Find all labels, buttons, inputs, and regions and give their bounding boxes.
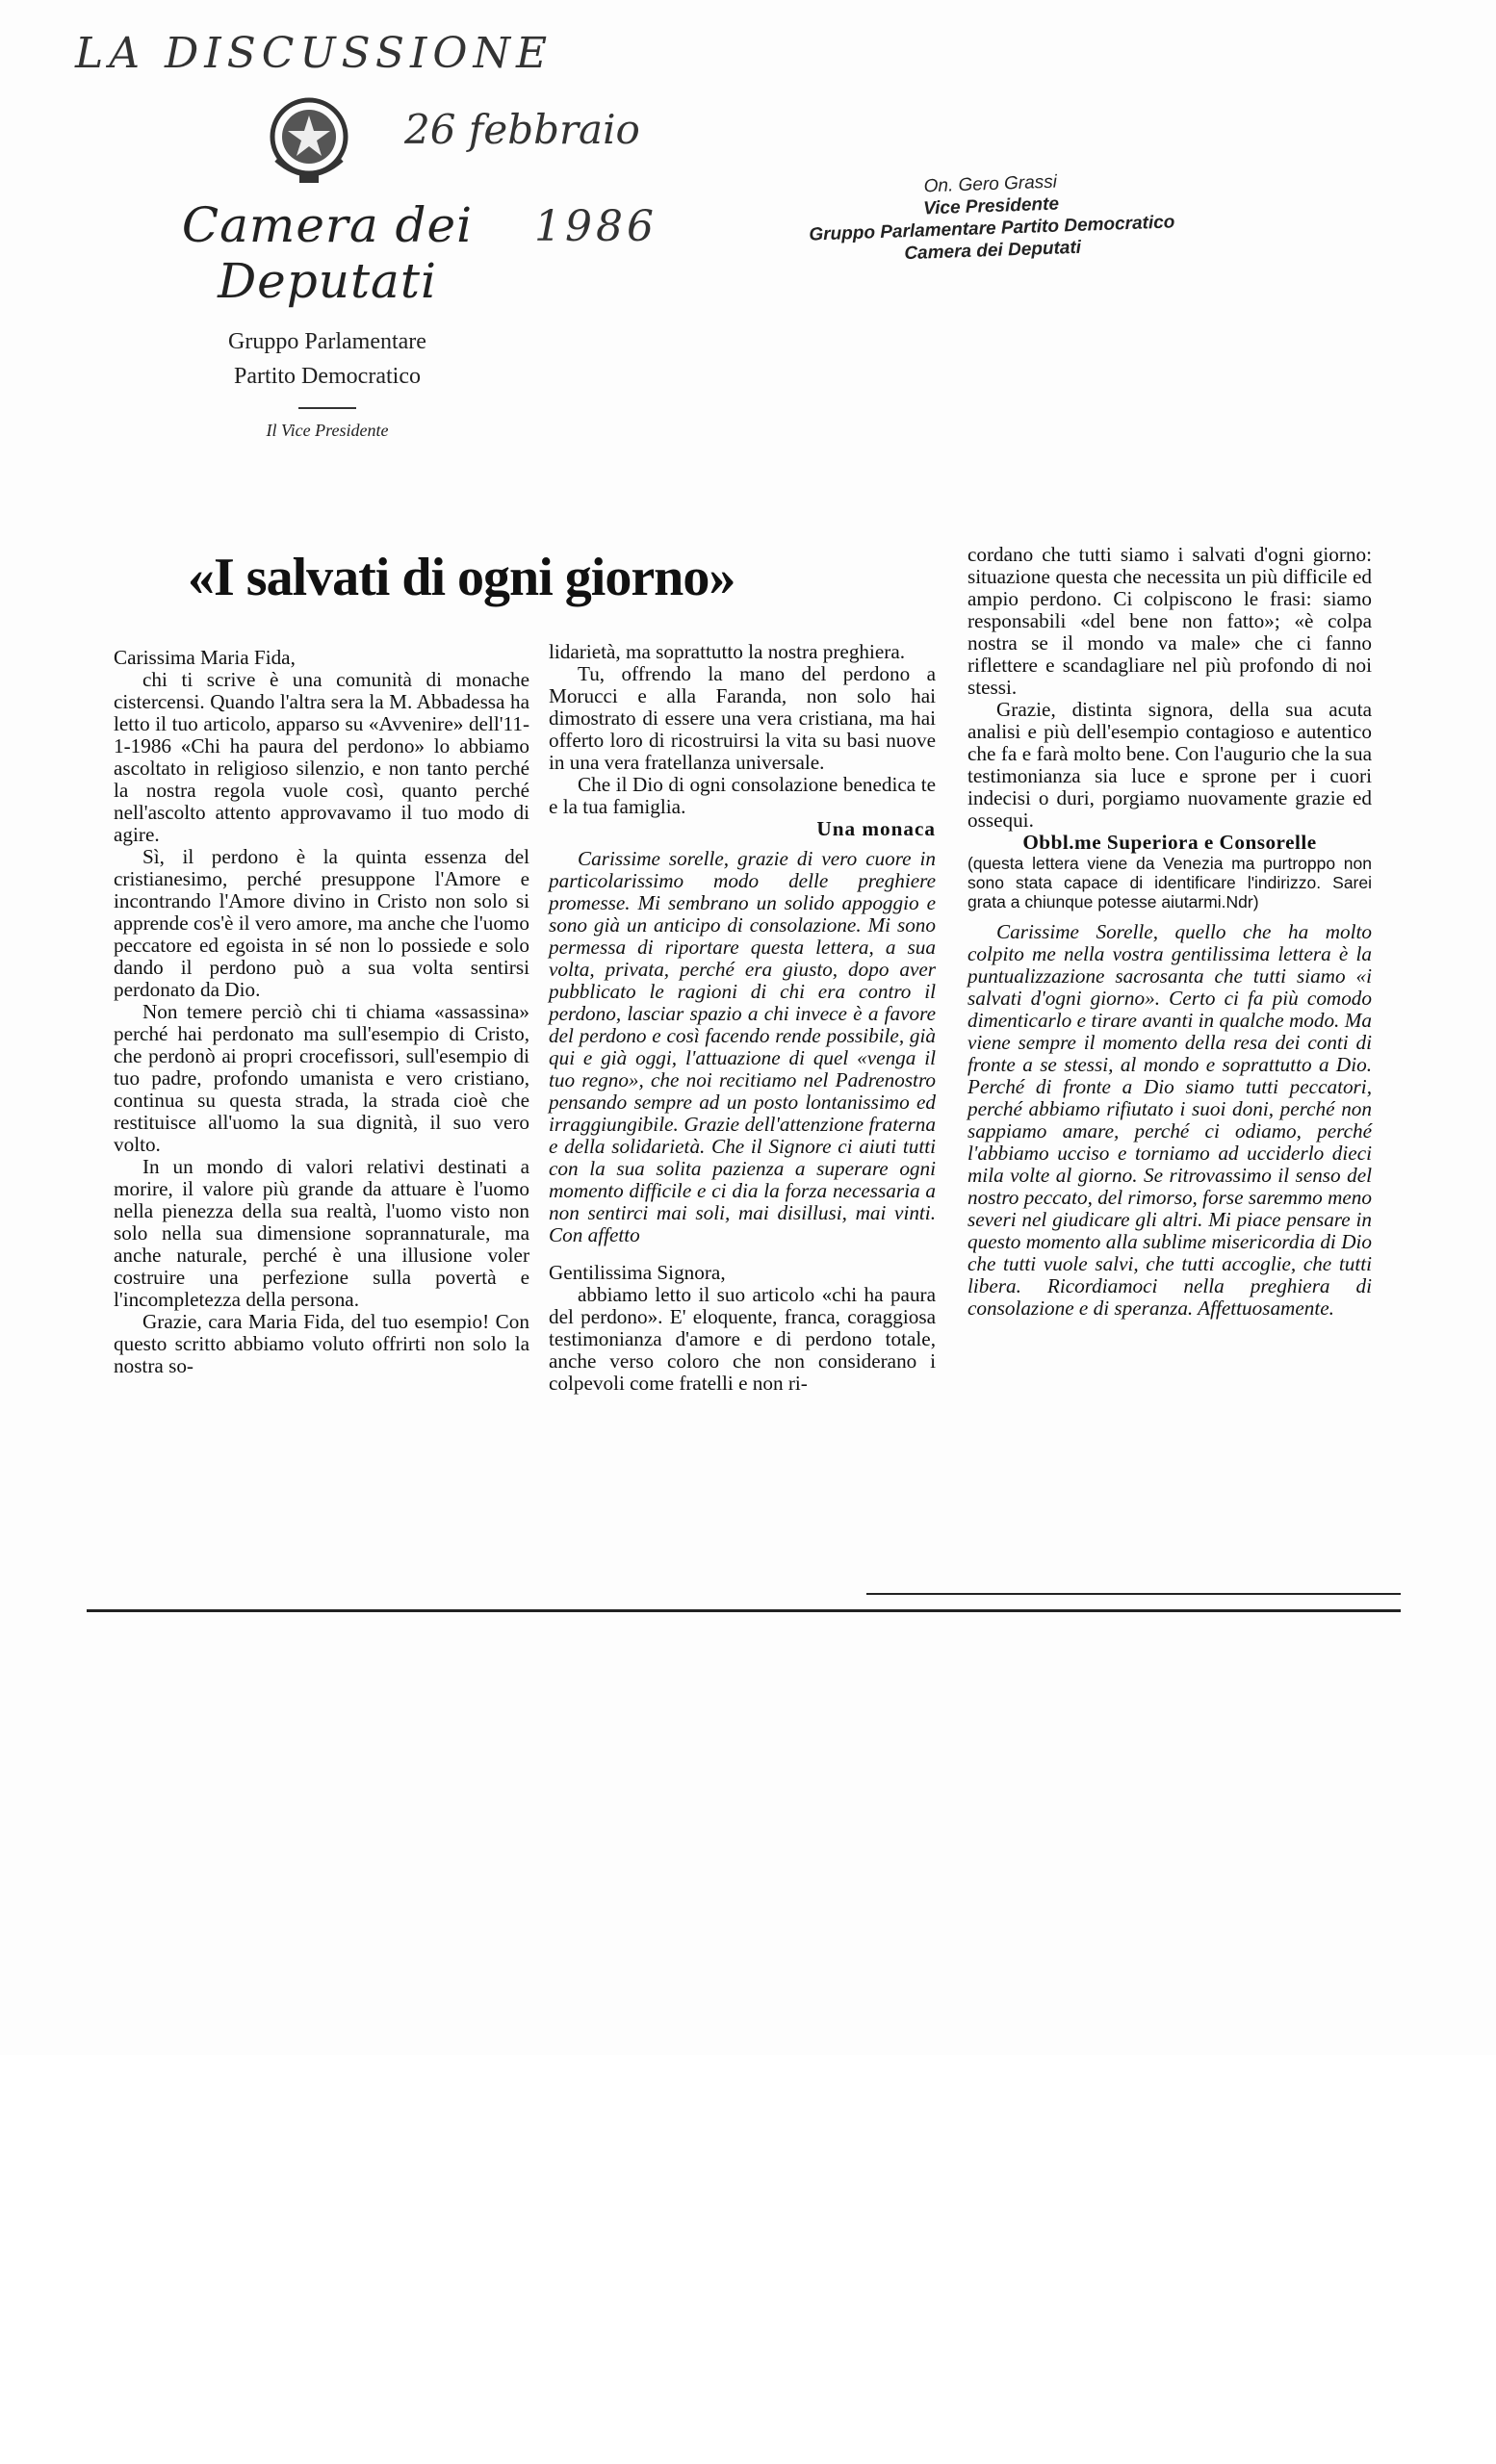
letterhead-group-line1: Gruppo Parlamentare (228, 329, 426, 354)
letterhead-role: Il Vice Presidente (266, 421, 389, 440)
paragraph: Che il Dio di ogni consolazione benedica te e la tua famiglia. (549, 773, 936, 818)
letter-signature: Obbl.me Superiora e Consorelle (1022, 831, 1317, 854)
letter-signature: Una monaca (816, 817, 936, 840)
blank-margin (0, 2055, 1496, 2464)
paragraph: lidarietà, ma soprattutto la nostra preghiera. (549, 640, 906, 663)
paragraph: abbiamo letto il suo articolo «chi ha paura del perdono». E' eloquente, franca, coraggiosa testimonianza d'amore e di perdono totale, anche verso coloro che non considerano i colpevoli come fratelli e non ri- (549, 1283, 936, 1395)
paragraph: chi ti scrive è una comunità di monache cistercensi. Quando l'altra sera la M. Abbadessa ha letto il tuo articolo, apparso su «Avvenire» dell'11-1-1986 «Chi ha paura del perdono» lo abbiamo ascoltato in religioso silenzio, e non tanto perché la nostra regola vuole così, quanto perché nell'ascolto attento approvavamo il tuo modo di agire. (114, 668, 529, 846)
recipient-group: Gruppo Parlamentare Partito Democratico (809, 212, 1175, 245)
italian-republic-emblem-icon (265, 92, 353, 189)
paragraph: Grazie, distinta signora, della sua acuta analisi e più dell'esempio contagioso e autentico che fa e farà molto bene. Con l'augurio che la sua testimonianza sia luce e sprone per i cuori indecisi o duri, porgiamo nuovamente grazie ed ossequi. (967, 698, 1372, 832)
recipient-name: On. Gero Grassi (923, 171, 1058, 197)
author-reply: Carissime sorelle, grazie di vero cuore in particolarissimo modo delle preghiere promesse. Mi sembrano un solido appoggio e sono già un anticipo di consolazione. Mi sono permessa di riportare questa lettera, a sua volta, privata, perché era giusto, dopo aver pubblicato le ragioni di chi era contro il perdono, lasciar spazio a chi invece è a favore del perdono e così facendo rende possibile, già qui e già oggi, l'attuazione di quel «venga il tuo regno», che noi recitiamo nel Padrenostro pensando sempre ad un posto lontanissimo ed irraggiungibile. Grazie dell'attenzione fraterna e della solidarietà. Che il Signore ci aiuti tutti con la sua solita pazienza a superare ogni momento difficile e ci dia la forza necessaria a non sentirci mai soli, mai disillusi, mai vinti. Con affetto (549, 847, 936, 1246)
article-column-2 (549, 641, 936, 1395)
handwritten-year: 1986 (534, 202, 658, 251)
article-bottom-rule (87, 1609, 1401, 1612)
paragraph: Grazie, cara Maria Fida, del tuo esempio! Con questo scritto abbiamo voluto offrirti non solo la nostra so- (114, 1310, 529, 1377)
letterhead-institution: Camera dei Deputati (181, 197, 474, 309)
article-headline: «I salvati di ogni giorno» (188, 548, 735, 607)
letterhead (116, 197, 539, 441)
article-column-1 (114, 647, 529, 1377)
recipient-chamber: Camera dei Deputati (904, 237, 1082, 265)
author-reply: Carissime Sorelle, quello che ha molto colpito me nella vostra gentilissima lettera è la puntualizzazione sacrosanta che tutti siamo «i salvati d'ogni giorno». Certo ci fa più comodo dimenticarlo e tirare avanti in qualche modo. Ma viene sempre il momento della resa dei conti di fronte a se stessi, al mondo e soprattutto a Dio. Perché di fronte a Dio siamo tutti peccatori, perché abbiamo rifiutato i suoi doni, perché non sappiamo amare, perché ci odiamo, perché l'abbiamo ucciso e torniamo ad ucciderlo dieci mila volte al giorno. Se ritrovassimo il senso del nostro peccato, del rimorso, forse saremmo meno severi nel giudicare gli altri. Mi piace pensare in questo momento alla sublime misericordia di Dio che tutti vuole salvi, che tutti accoglie, che tutti libera. Ricordiamoci nella preghiera di consolazione e di speranza. Affettuosamente. (967, 920, 1372, 1320)
letter-salutation: Gentilissima Signora, (549, 1261, 726, 1284)
column-end-rule (866, 1593, 1401, 1595)
article-column-3 (967, 544, 1372, 1320)
letter-salutation: Carissima Maria Fida, (114, 646, 296, 669)
paragraph: cordano che tutti siamo i salvati d'ogni giorno: situazione questa che necessita un più difficile ed ampio perdono. Ci colpiscono le frasi: siamo responsabili «del bene non fatto»; «è colpa nostra se il mondo va male» che ci fanno riflettere e scandagliare nel più profondo di noi stessi. (967, 543, 1372, 699)
paragraph: Tu, offrendo la mano del perdono a Morucci e alla Faranda, non solo hai dimostrato di essere una vera cristiana, ma hai offerto loro di ricostruirsi la vita su basi nuove in una vera fratellanza universale. (549, 662, 936, 774)
letterhead-group-line2: Partito Democratico (234, 364, 421, 389)
paragraph: Non temere perciò chi ti chiama «assassina» perché hai perdonato ma sull'esempio di Cristo, che perdonò ai propri crocefissori, sull'esempio di tuo padre, profondo umanista e vero cristiano, continua su questa strada, la strada cioè che restituisce all'uomo la sua dignità, il suo vero volto. (114, 1000, 529, 1156)
letterhead-group (116, 324, 539, 394)
handwritten-date: 26 febbraio (404, 106, 640, 153)
paragraph: Sì, il perdono è la quinta essenza del cristianesimo, perché presuppone l'Amore e incontrando l'Amore divino in Cristo non solo si apprende cos'è il vero amore, ma anche che l'uomo peccatore ed egoista in sé non lo possiede e solo dando il perdono può a sua volta sentirsi perdonato da Dio. (114, 845, 529, 1001)
recipient-role: Vice Presidente (922, 193, 1060, 219)
editor-note: (questa lettera viene da Venezia ma purtroppo non sono stata capace di identificare l'indirizzo. Sarei grata a chiunque potesse aiutarmi.Ndr) (967, 854, 1372, 911)
handwritten-source: LA DISCUSSIONE (75, 29, 554, 78)
letterhead-divider (298, 407, 356, 409)
recipient-block (769, 166, 1215, 270)
paragraph: In un mondo di valori relativi destinati a morire, il valore più grande da attuare è l'uomo nella pienezza della sua realtà, l'uomo visto non solo nella sua dimensione soprannaturale, ma anche naturale, perché è una illusione voler costruire una perfezione sulla povertà e l'incompletezza della persona. (114, 1155, 529, 1311)
